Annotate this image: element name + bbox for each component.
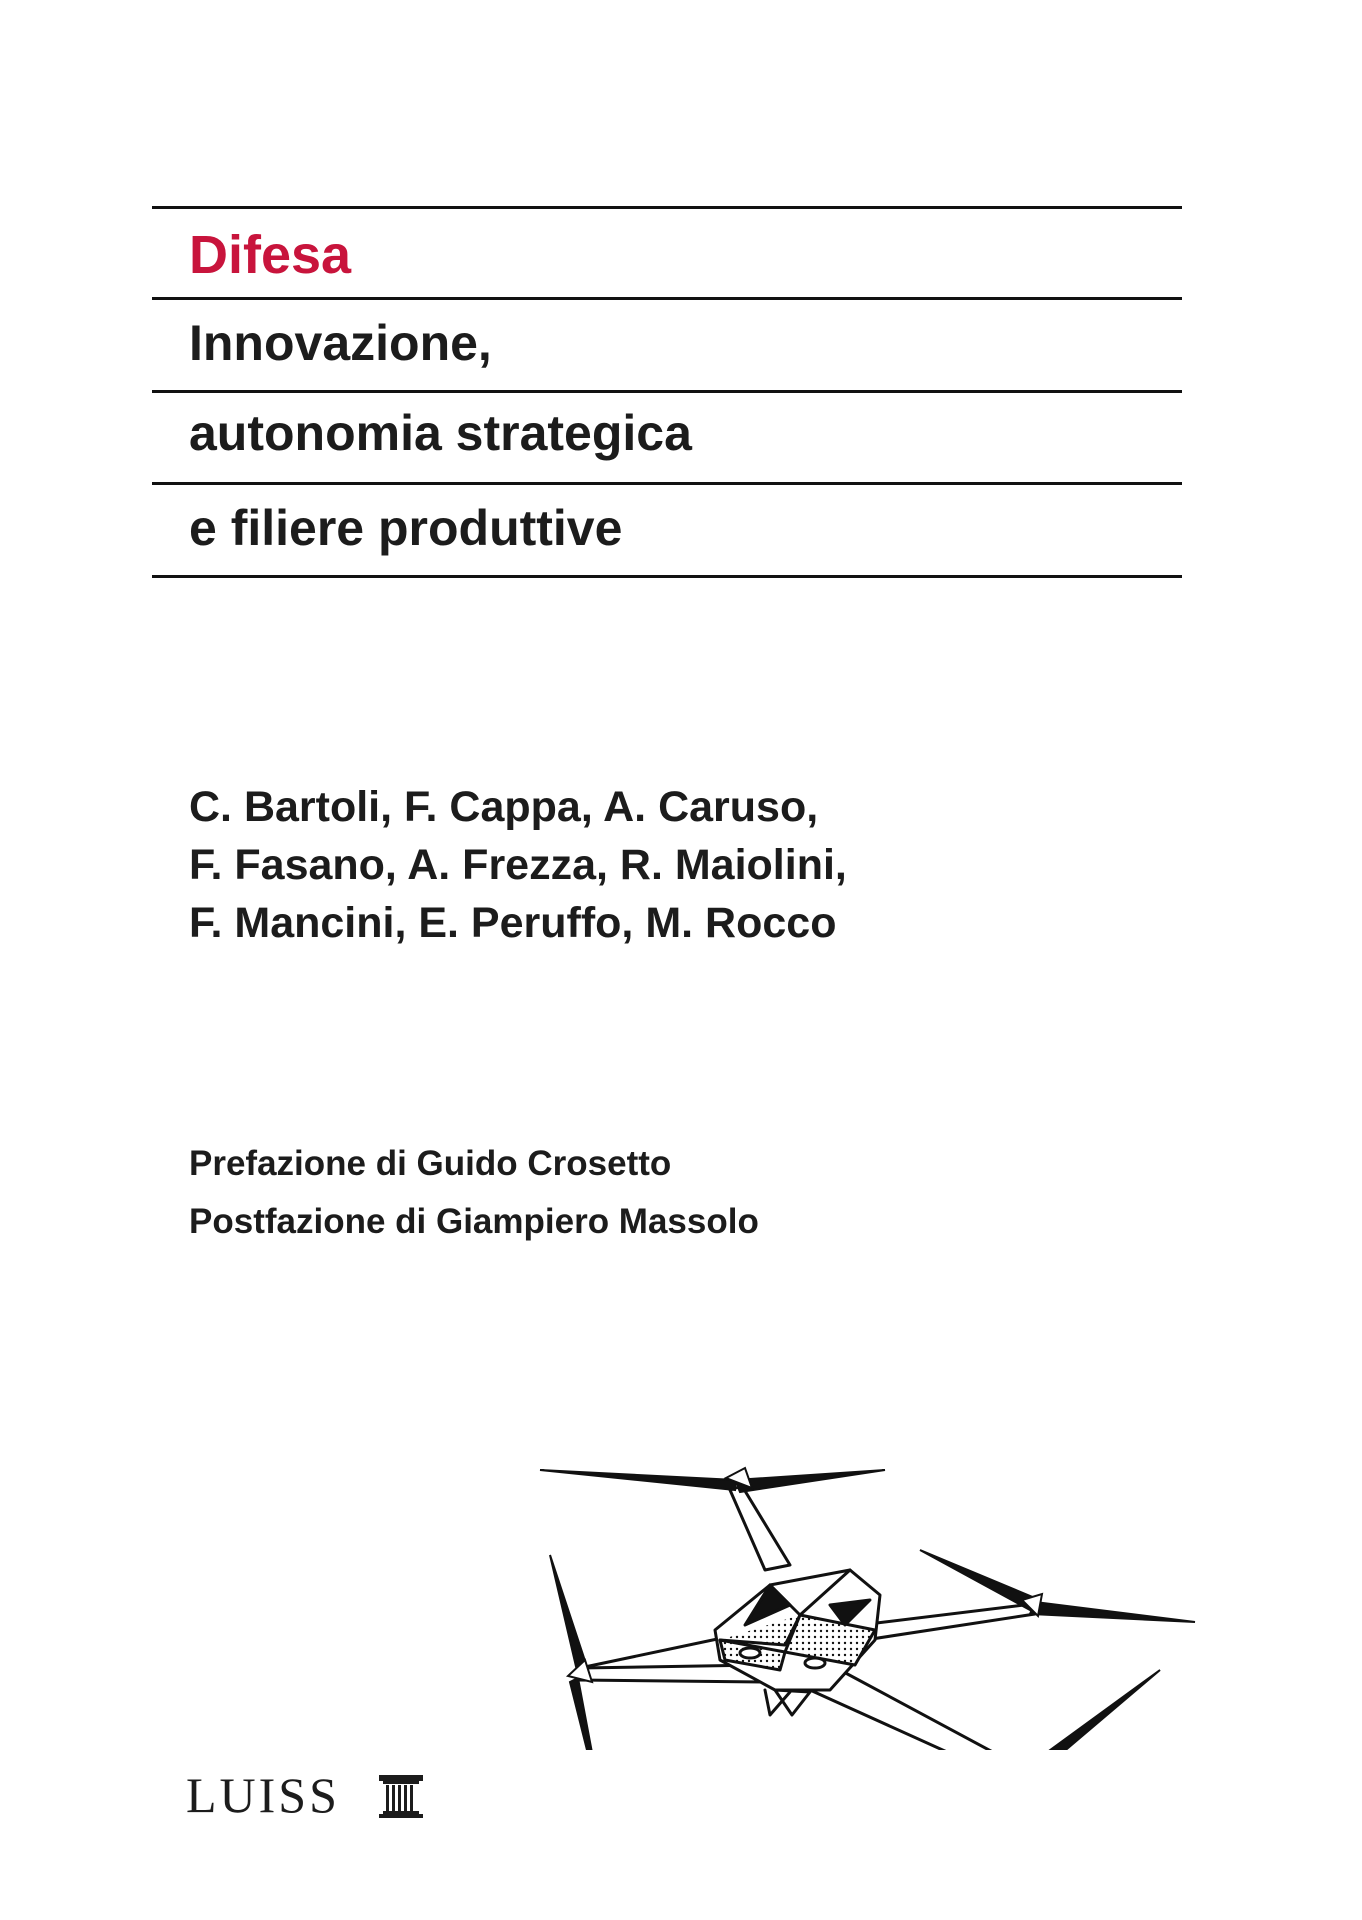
drone-illustration <box>530 1370 1210 1750</box>
title-line-3: e filiere produttive <box>189 500 623 556</box>
authors-line-3: F. Mancini, E. Peruffo, M. Rocco <box>189 899 837 947</box>
header-rule-3 <box>152 482 1182 485</box>
greek-column-icon <box>378 1773 424 1819</box>
title-line-1: Innovazione, <box>189 315 492 371</box>
authors-line-1: C. Bartoli, F. Cappa, A. Caruso, <box>189 783 819 831</box>
authors-list <box>189 778 847 952</box>
preface-credit: Prefazione di Guido Crosetto <box>189 1144 672 1183</box>
header-rule-2 <box>152 390 1182 393</box>
postface-credit: Postfazione di Giampiero Massolo <box>189 1202 759 1241</box>
publisher-wordmark: LUISS <box>186 1767 340 1823</box>
header-rule-bottom <box>152 575 1182 578</box>
header-rule-1 <box>152 297 1182 300</box>
header-rule-top <box>152 206 1182 209</box>
series-name: Difesa <box>189 225 352 285</box>
title-line-2: autonomia strategica <box>189 405 692 461</box>
credits <box>189 1135 759 1251</box>
authors-line-2: F. Fasano, A. Frezza, R. Maiolini, <box>189 841 847 889</box>
